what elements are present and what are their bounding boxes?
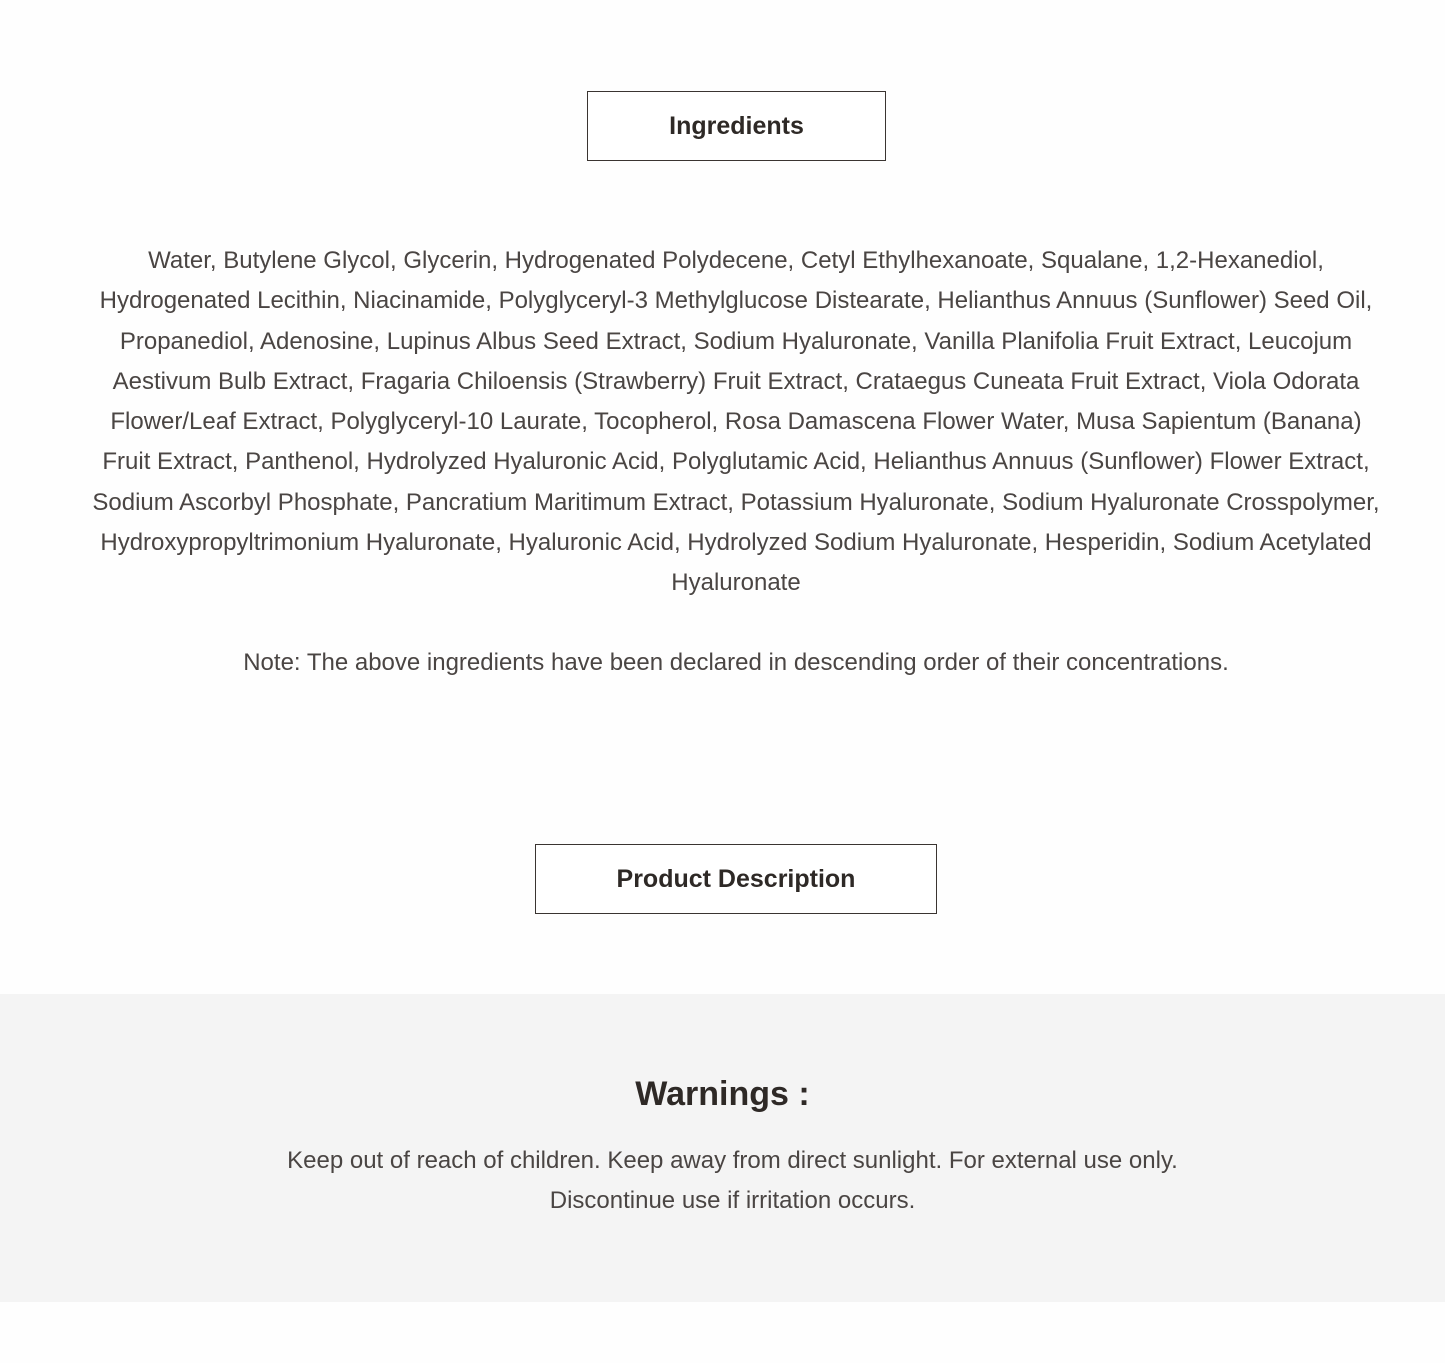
- warnings-text: [200, 1141, 1265, 1221]
- warnings-line-1: Keep out of reach of children. Keep away from direct sunlight. For external use only.: [287, 1147, 1178, 1174]
- product-description-heading: Product Description: [535, 844, 937, 914]
- warnings-title: Warnings :: [635, 1075, 810, 1113]
- warnings-line-2: Discontinue use if irritation occurs.: [549, 1187, 916, 1214]
- ingredients-note: Note: The above ingredients have been declared in descending order of their concentrations.: [243, 649, 1229, 676]
- ingredients-list: Water, Butylene Glycol, Glycerin, Hydrogenated Polydecene, Cetyl Ethylhexanoate, Squalane, 1,2-Hexanediol, Hydrogenated Lecithin, Niacinamide, Polyglyceryl-3 Methylglucose Distearate, Helianthus Annuus (Sunflower) Seed Oil, Propanediol, Adenosine, Lupinus Albus Seed Extract, Sodium Hyaluronate, Vanilla Planifolia Fruit Extract, Leucojum Aestivum Bulb Extract, Fragaria Chiloensis (Strawberry) Fruit Extract, Crataegus Cuneata Fruit Extract, Viola Odorata Flower/Leaf Extract, Polyglyceryl-10 Laurate, Tocopherol, Rosa Damascena Flower Water, Musa Sapientum (Banana) Fruit Extract, Panthenol, Hydrolyzed Hyaluronic Acid, Polyglutamic Acid, Helianthus Annuus (Sunflower) Flower Extract, Sodium Ascorbyl Phosphate, Pancratium Maritimum Extract, Potassium Hyaluronate, Sodium Hyaluronate Crosspolymer, Hydroxypropyltrimonium Hyaluronate, Hyaluronic Acid, Hydrolyzed Sodium Hyaluronate, Hesperidin, Sodium Acetylated Hyaluronate: [92, 247, 1380, 597]
- ingredients-heading: Ingredients: [587, 91, 886, 161]
- warnings-section: [0, 994, 1445, 1302]
